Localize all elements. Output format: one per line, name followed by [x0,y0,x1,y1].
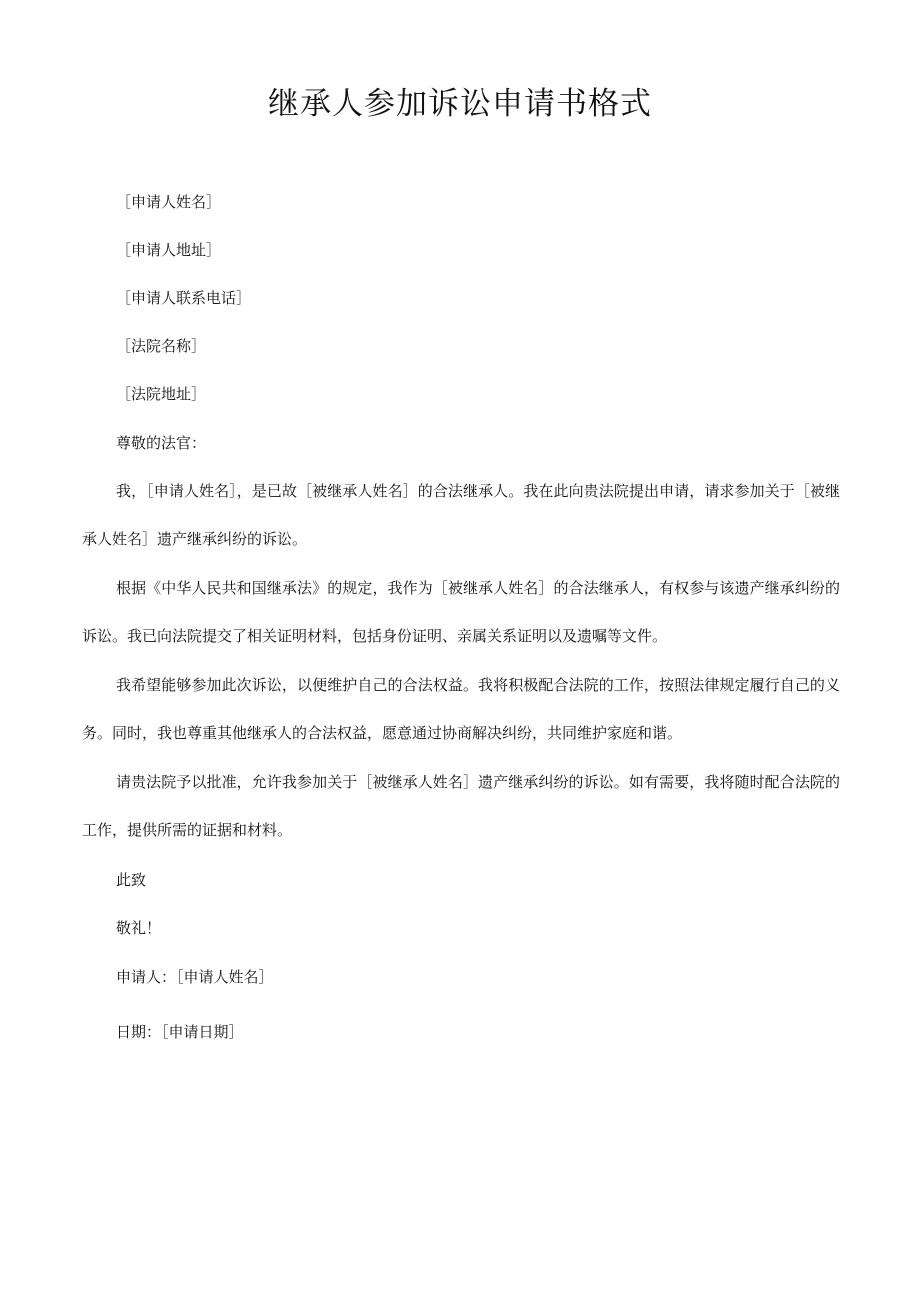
body-paragraph-4: 请贵法院予以批准，允许我参加关于［被继承人姓名］遗产继承纠纷的诉讼。如有需要，我将随时配合法院的工作，提供所需的证据和材料。 [82,773,840,839]
body-paragraph-2: 根据《中华人民共和国继承法》的规定，我作为［被继承人姓名］的合法继承人，有权参与该遗产继承纠纷的诉讼。我已向法院提交了相关证明材料，包括身份证明、亲属关系证明以及遗嘱等文件。 [82,579,840,645]
salutation: 尊敬的法官： [116,434,207,452]
applicant-address-field: ［申请人地址］ [116,241,222,259]
closing-line-2: 敬礼！ [116,919,162,937]
applicant-phone-field: ［申请人联系电话］ [116,289,252,307]
body-paragraph-3: 我希望能够参加此次诉讼，以便维护自己的合法权益。我将积极配合法院的工作，按照法律规定履行自己的义务。同时，我也尊重其他继承人的合法权益，愿意通过协商解决纠纷，共同维护家庭和谐。 [82,676,840,742]
body-paragraph-1: 我，［申请人姓名］，是已故［被继承人姓名］的合法继承人。我在此向贵法院提出申请，请求参加关于［被继承人姓名］遗产继承纠纷的诉讼。 [82,482,840,548]
applicant-name-field: ［申请人姓名］ [116,193,222,211]
date-line: 日期：［申请日期］ [116,1023,244,1041]
court-name-field: ［法院名称］ [116,337,207,355]
applicant-signature-line: 申请人：［申请人姓名］ [116,968,274,986]
document-title: 继承人参加诉讼申请书格式 [268,86,652,122]
closing-line-1: 此致 [116,871,147,889]
court-address-field: ［法院地址］ [116,385,207,403]
